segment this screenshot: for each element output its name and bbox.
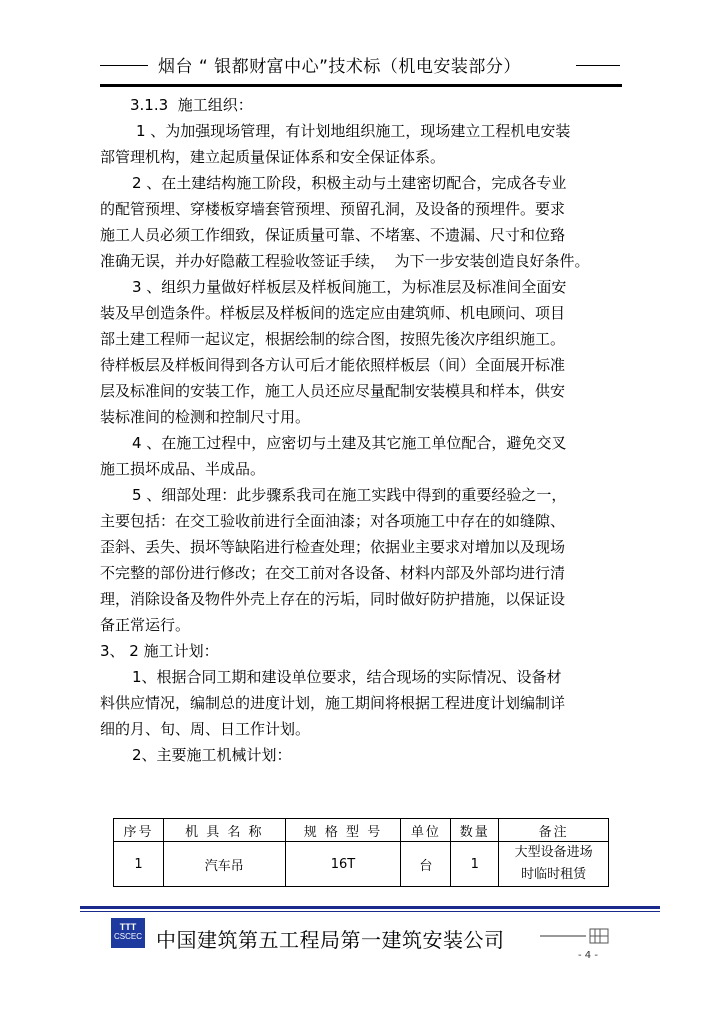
paragraph-line: 歪斜、丢失、损坏等缺陷进行检查处理；依据业主要求对增加以及现场 [100,538,566,556]
section-heading: 3.1.3 施工组织： [130,96,253,114]
paragraph-line: 3 、组织力量做好样板层及样板间施工，为标准层及标准间全面安 [132,278,567,296]
paragraph-line: 5 、细部处理：此步骤系我司在施工实践中得到的重要经验之一， [132,486,567,504]
column-header: 单位 [401,819,451,842]
footer-divider [80,906,660,909]
paragraph-line: 1 、为加强现场管理，有计划地组织施工，现场建立工程机电安装 [136,122,571,140]
paragraph-line: 装及早创造条件。样板层及样板间的选定应由建筑师、机电顾问、项目 [100,304,566,322]
table-row [114,842,609,887]
paragraph-line: 装标准间的检测和控制尺寸用。 [100,408,311,426]
header-dash-left [100,65,148,66]
paragraph-line: 准确无误，并办好隐蔽工程验收签证手续， 为下一步安装创造良好条件。 [100,252,590,270]
note-line: 时临时租赁 [521,867,587,882]
header-divider [100,84,622,87]
company-logo [111,918,145,948]
cell-unit: 台 [401,842,451,887]
column-header: 数量 [451,819,499,842]
paragraph-line: 待样板层及样板间得到各方认可后才能依照样板层（间）全面展开标准 [100,356,566,374]
paragraph-line: 4 、在施工过程中，应密切与土建及其它施工单位配合，避免交叉 [132,434,567,452]
paragraph-line: 的配管预埋、穿楼板穿墙套管预埋、预留孔洞，及设备的预埋件。要求 [100,200,566,218]
paragraph-line: 部土建工程师一起议定，根据绘制的综合图，按照先後次序组织施工。 [100,330,566,348]
cell-quantity: 1 [451,842,499,887]
paragraph-line: 施工损坏成品、半成品。 [100,460,266,478]
cell-spec: 16T [285,842,401,887]
page-header [100,52,620,76]
logo-text: CSCEC [113,932,142,941]
machinery-table [113,818,609,887]
cell-machine-name: 汽车吊 [163,842,285,887]
column-header: 序号 [114,819,164,842]
paragraph-line: 2 、在土建结构施工阶段，积极主动与土建密切配合，完成各专业 [132,174,567,192]
company-name: 中国建筑第五工程局第一建筑安装公司 [156,928,505,952]
column-header: 备注 [499,819,609,842]
paragraph-line: 层及标准间的安装工作，施工人员还应尽量配制安装模具和样本，供安 [100,382,566,400]
paragraph-line: 料供应情况，编制总的进度计划，施工期间将根据工程进度计划编制详 [100,694,566,712]
column-header: 机 具 名 称 [163,819,285,842]
footer-divider-thin [80,911,660,912]
paragraph-line: 不完整的部份进行修改；在交工前对各设备、材料内部及外部均进行清 [100,564,566,582]
body-text [100,92,620,768]
paragraph-line: 部管理机构，建立起质量保证体系和安全保证体系。 [100,148,446,166]
table-caption: 2、主要施工机械计划： [132,746,292,764]
paragraph-line: 备正常运行。 [100,616,191,634]
footer-ornament-icon [540,926,612,946]
paragraph-line: 理，消除设备及物件外壳上存在的污垢，同时做好防护措施，以保证设 [100,590,566,608]
document-title: 烟台 “ 银都财富中心”技术标（机电安装部分） [158,57,521,77]
paragraph-line: 施工人员必须工作细致，保证质量可靠、不堵塞、不遗漏、尺寸和位臵 [100,226,566,244]
page-number: - 4 - [578,950,598,961]
paragraph-line: 细的月、旬、周、日工作计划。 [100,720,311,738]
cell-note [499,842,609,887]
logo-mark: TTT [119,922,137,932]
cell-number: 1 [114,842,164,887]
note-line: 大型设备进场 [514,845,593,860]
paragraph-line: 主要包括：在交工验收前进行全面油漆；对各项施工中存在的如缝隙、 [100,512,566,530]
column-header: 规 格 型 号 [285,819,401,842]
table-header-row [114,819,609,842]
paragraph-line: 1、根据合同工期和建设单位要求，结合现场的实际情况、设备材 [132,668,562,686]
header-dash-right [576,65,620,66]
section-heading: 3、 2 施工计划： [100,642,219,660]
